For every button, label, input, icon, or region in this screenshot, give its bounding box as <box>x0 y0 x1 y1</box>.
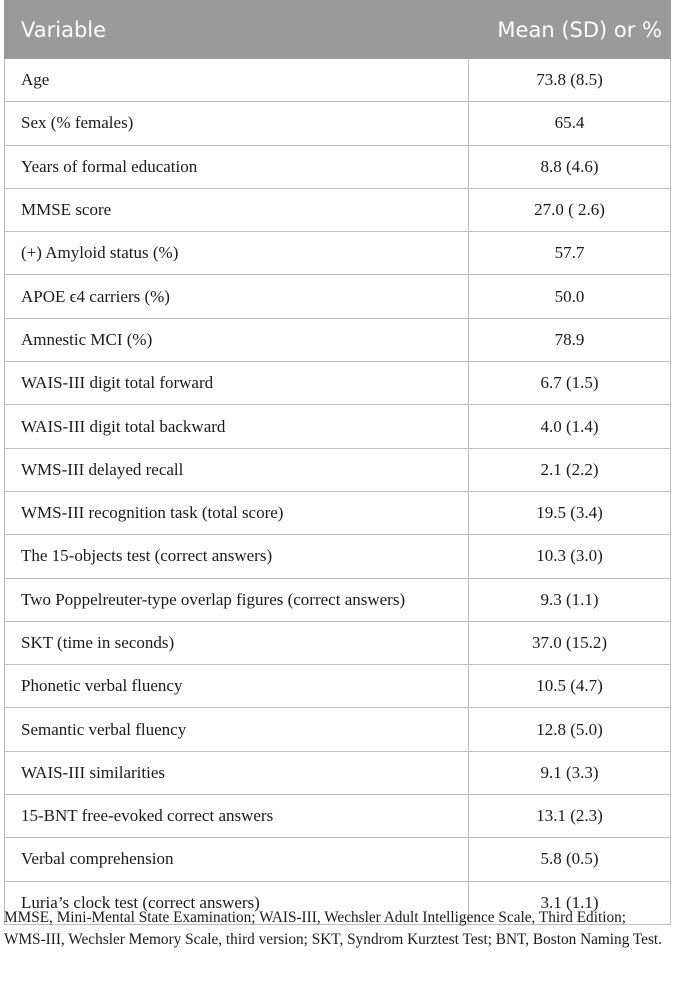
table-row <box>5 59 671 102</box>
cell-value: 73.8 (8.5) <box>469 59 671 102</box>
cell-variable: Phonetic verbal fluency <box>5 665 469 708</box>
cell-value: 65.4 <box>469 102 671 145</box>
table-footnote: MMSE, Mini-Mental State Examination; WAIS-III, Wechsler Adult Intelligence Scale, Third Edition; WMS-III, Wechsler Memory Scale, third version; SKT, Syndrom Kurztest Test; BNT, Boston Naming Test. <box>4 909 662 948</box>
table-container <box>4 0 670 925</box>
cell-value: 2.1 (2.2) <box>469 448 671 491</box>
table-row <box>5 751 671 794</box>
cell-value: 6.7 (1.5) <box>469 362 671 405</box>
cell-value: 78.9 <box>469 318 671 361</box>
cell-variable: 15-BNT free-evoked correct answers <box>5 795 469 838</box>
cell-variable: Semantic verbal fluency <box>5 708 469 751</box>
cell-variable: SKT (time in seconds) <box>5 621 469 664</box>
table-row <box>5 708 671 751</box>
table-row <box>5 795 671 838</box>
cell-value: 19.5 (3.4) <box>469 491 671 534</box>
table-body <box>5 59 671 925</box>
cell-variable: WAIS-III digit total forward <box>5 362 469 405</box>
header-variable: Variable <box>5 1 469 59</box>
table-row <box>5 102 671 145</box>
cell-variable: MMSE score <box>5 188 469 231</box>
cell-variable: Two Poppelreuter-type overlap figures (correct answers) <box>5 578 469 621</box>
cell-variable: Years of formal education <box>5 145 469 188</box>
cell-value: 3.1 (1.1) <box>469 881 671 924</box>
table-row <box>5 621 671 664</box>
cell-value: 8.8 (4.6) <box>469 145 671 188</box>
table-header-row <box>5 1 671 59</box>
cell-variable: Verbal comprehension <box>5 838 469 881</box>
cell-variable: WMS-III delayed recall <box>5 448 469 491</box>
table-row <box>5 318 671 361</box>
cell-value: 57.7 <box>469 232 671 275</box>
table-row <box>5 145 671 188</box>
table-row <box>5 448 671 491</box>
cell-value: 27.0 ( 2.6) <box>469 188 671 231</box>
cell-variable: Amnestic MCI (%) <box>5 318 469 361</box>
cell-variable: WAIS-III digit total backward <box>5 405 469 448</box>
descriptives-table <box>4 0 671 925</box>
table-row <box>5 232 671 275</box>
cell-value: 13.1 (2.3) <box>469 795 671 838</box>
cell-variable: Age <box>5 59 469 102</box>
cell-value: 50.0 <box>469 275 671 318</box>
table-row <box>5 665 671 708</box>
cell-value: 9.3 (1.1) <box>469 578 671 621</box>
cell-value: 9.1 (3.3) <box>469 751 671 794</box>
cell-variable: The 15-objects test (correct answers) <box>5 535 469 578</box>
table-row <box>5 275 671 318</box>
table-row <box>5 491 671 534</box>
cell-value: 12.8 (5.0) <box>469 708 671 751</box>
table-row <box>5 188 671 231</box>
cell-value: 10.5 (4.7) <box>469 665 671 708</box>
table-row <box>5 362 671 405</box>
table-row <box>5 535 671 578</box>
cell-value: 37.0 (15.2) <box>469 621 671 664</box>
cell-variable: WAIS-III similarities <box>5 751 469 794</box>
cell-variable: Luria’s clock test (correct answers) <box>5 881 469 924</box>
cell-variable: (+) Amyloid status (%) <box>5 232 469 275</box>
table-row <box>5 405 671 448</box>
cell-value: 10.3 (3.0) <box>469 535 671 578</box>
cell-variable: WMS-III recognition task (total score) <box>5 491 469 534</box>
header-mean-sd: Mean (SD) or % <box>469 1 671 59</box>
table-row <box>5 578 671 621</box>
cell-variable: Sex (% females) <box>5 102 469 145</box>
table-row <box>5 838 671 881</box>
cell-value: 4.0 (1.4) <box>469 405 671 448</box>
cell-variable: APOE ϵ4 carriers (%) <box>5 275 469 318</box>
cell-value: 5.8 (0.5) <box>469 838 671 881</box>
